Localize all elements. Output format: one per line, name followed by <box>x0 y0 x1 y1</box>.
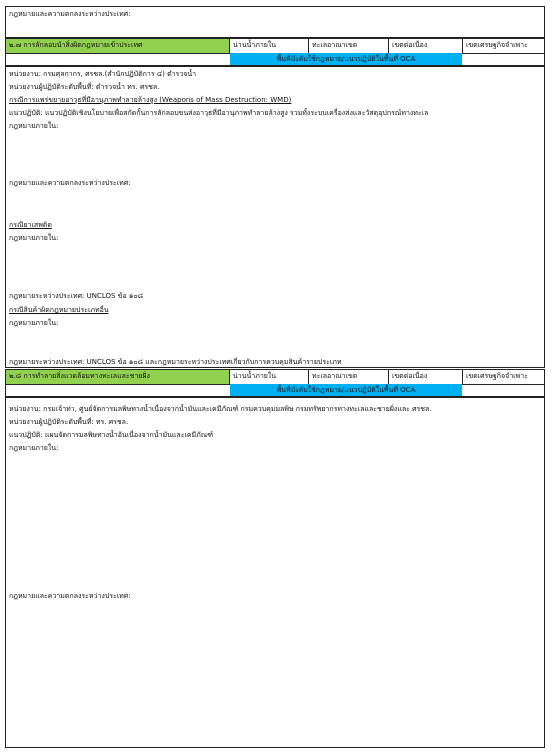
zone-internal-waters: น่านน้ำภายใน <box>230 370 309 384</box>
wmd-policy: แนวปฏิบัติ: แนวปฏิบัติเชิงนโยบายเพื่อสกัดกั้นการลักลอบขนส่งอาวุธที่มีอานุภาพทำลายล้างสูง รวมทั้งระบบเครื่องส่งและวัสดุอุปกรณ์ทางทะเล <box>9 109 429 117</box>
operator: หน่วยงานผู้ปฏิบัติระดับพื้นที่: ทร. ศรชล. <box>9 418 129 426</box>
zone-contiguous: เขตต่อเนื่อง <box>389 39 463 53</box>
agency: หน่วยงาน: กรมศุลกากร, ศรชล.(สำนักปฏิบัติการ ๔) ตำรวจน้ำ <box>9 70 197 78</box>
wmd-heading: กรณีการแพร่ขยายอาวุธที่มีอานุภาพทำลายล้างสูง (Weapons of Mass Destruction: WMD) <box>9 96 292 104</box>
zone-territorial-sea: ทะเลอาณาเขต <box>309 370 389 384</box>
intl-heading: กฎหมายและความตกลงระหว่างประเทศ: <box>9 10 131 18</box>
drug-heading: กรณียาเสพติด <box>9 221 52 229</box>
zone-eez: เขตเศรษฐกิจจำเพาะ <box>466 372 528 380</box>
section-2-7-body <box>5 66 545 368</box>
section-title: ๒.๗ การลักลอบนำสิ่งผิดกฎหมายเข้าประเทศ <box>6 39 230 53</box>
zone-eez: เขตเศรษฐกิจจำเพาะ <box>466 41 528 49</box>
operator: หน่วยงานผู้ปฏิบัติระดับพื้นที่: ตำรวจน้ำ ทร. ศรชล. <box>9 83 160 91</box>
intl-heading: กฎหมายและความตกลงระหว่างประเทศ: <box>9 592 131 600</box>
domestic-heading: กฎหมายภายใน: <box>9 319 59 327</box>
section-header-2-8 <box>5 369 545 397</box>
section-header-2-7 <box>5 38 545 66</box>
intl-heading: กฎหมายและความตกลงระหว่างประเทศ: <box>9 179 131 187</box>
domestic-heading: กฎหมายภายใน: <box>9 122 59 130</box>
enforcement-area-label: พื้นที่บังคับใช้กฎหมาย/แนวปฏิบัติในพื้นที่ OCA <box>230 53 462 65</box>
previous-section-tail <box>5 6 545 38</box>
zone-contiguous: เขตต่อเนื่อง <box>389 370 463 384</box>
domestic-heading: กฎหมายภายใน: <box>9 444 59 452</box>
zone-internal-waters: น่านน้ำภายใน <box>230 39 309 53</box>
goods-heading: กรณีสินค้าผิดกฎหมายประเภทอื่น <box>9 306 109 314</box>
zone-territorial-sea: ทะเลอาณาเขต <box>309 39 389 53</box>
drug-intl: กฎหมายระหว่างประเทศ: UNCLOS ข้อ ๑๐๘ <box>9 292 144 300</box>
section-title: ๒.๘ การทำลายสิ่งแวดล้อมทางทะเลและชายฝั่ง <box>6 370 230 384</box>
enforcement-area-label: พื้นที่บังคับใช้กฎหมาย/แนวปฏิบัติในพื้นที่ OCA <box>230 384 462 396</box>
domestic-heading: กฎหมายภายใน: <box>9 234 59 242</box>
goods-intl: กฎหมายระหว่างประเทศ: UNCLOS ข้อ ๑๐๘ และกฎหมายระหว่างประเทศเกี่ยวกับการควบคุมสินค้ารายประเภท <box>9 358 342 366</box>
section-2-8-body <box>5 397 545 748</box>
policy: แนวปฏิบัติ: แผนจัดการมลพิษทางน้ำอันเนื่องจากน้ำมันและเคมีภัณฑ์ <box>9 431 214 439</box>
agency: หน่วยงาน: กรมเจ้าท่า, ศูนย์จัดการมลพิษทางน้ำเนื่องจากน้ำมันและเคมีภัณฑ์ กรมควบคุมมลพิษ กรมทรัพยากรทางทะเลและชายฝั่งและ ศรชล. <box>9 405 432 413</box>
